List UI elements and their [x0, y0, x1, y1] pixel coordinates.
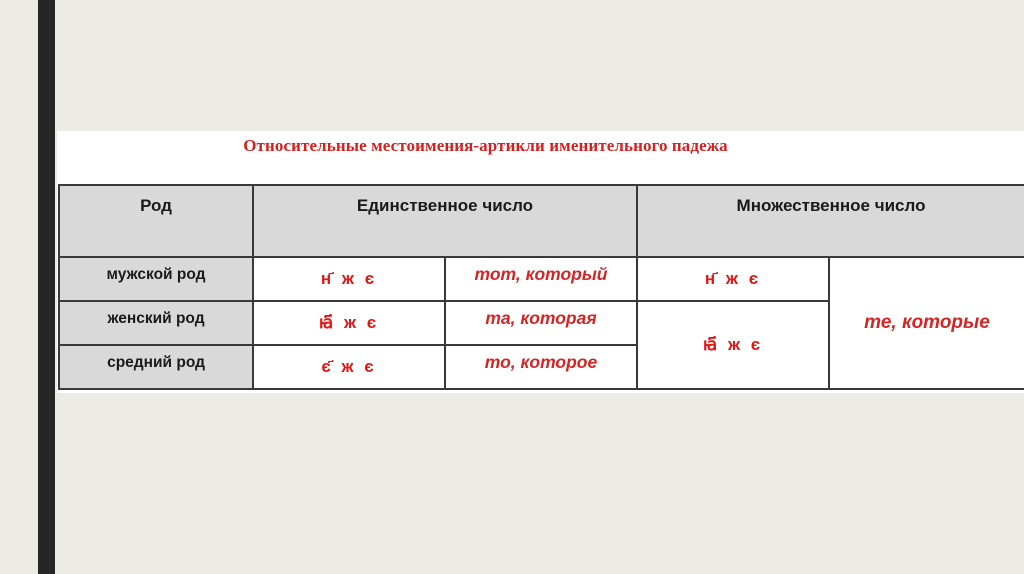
gender-feminine: женский род: [59, 301, 253, 345]
table-title: Относительные местоимения-артикли именительного падежа: [243, 136, 728, 155]
pronoun-table: [58, 184, 1024, 390]
slavonic-plural-1: н҃ ж є: [637, 257, 829, 301]
slavonic-masculine-singular: н҃ ж є: [253, 257, 445, 301]
gender-neuter: средний род: [59, 345, 253, 389]
translation-feminine-singular: та, которая: [445, 301, 637, 345]
gender-masculine: мужской род: [59, 257, 253, 301]
table-row: [59, 257, 1024, 301]
translation-plural: те, которые: [829, 257, 1024, 389]
table-image: [57, 131, 1024, 393]
slavonic-feminine-singular: ꙗ҃ ж є: [253, 301, 445, 345]
header-gender: Род: [59, 185, 253, 257]
slavonic-plural-2: ꙗ҃ ж є: [637, 301, 829, 389]
translation-neuter-singular: то, которое: [445, 345, 637, 389]
translation-masculine-singular: тот, который: [445, 257, 637, 301]
header-singular: Единственное число: [253, 185, 637, 257]
slide-left-bar: [38, 0, 55, 574]
slavonic-neuter-singular: є҃ ж є: [253, 345, 445, 389]
header-plural: Множественное число: [637, 185, 1024, 257]
